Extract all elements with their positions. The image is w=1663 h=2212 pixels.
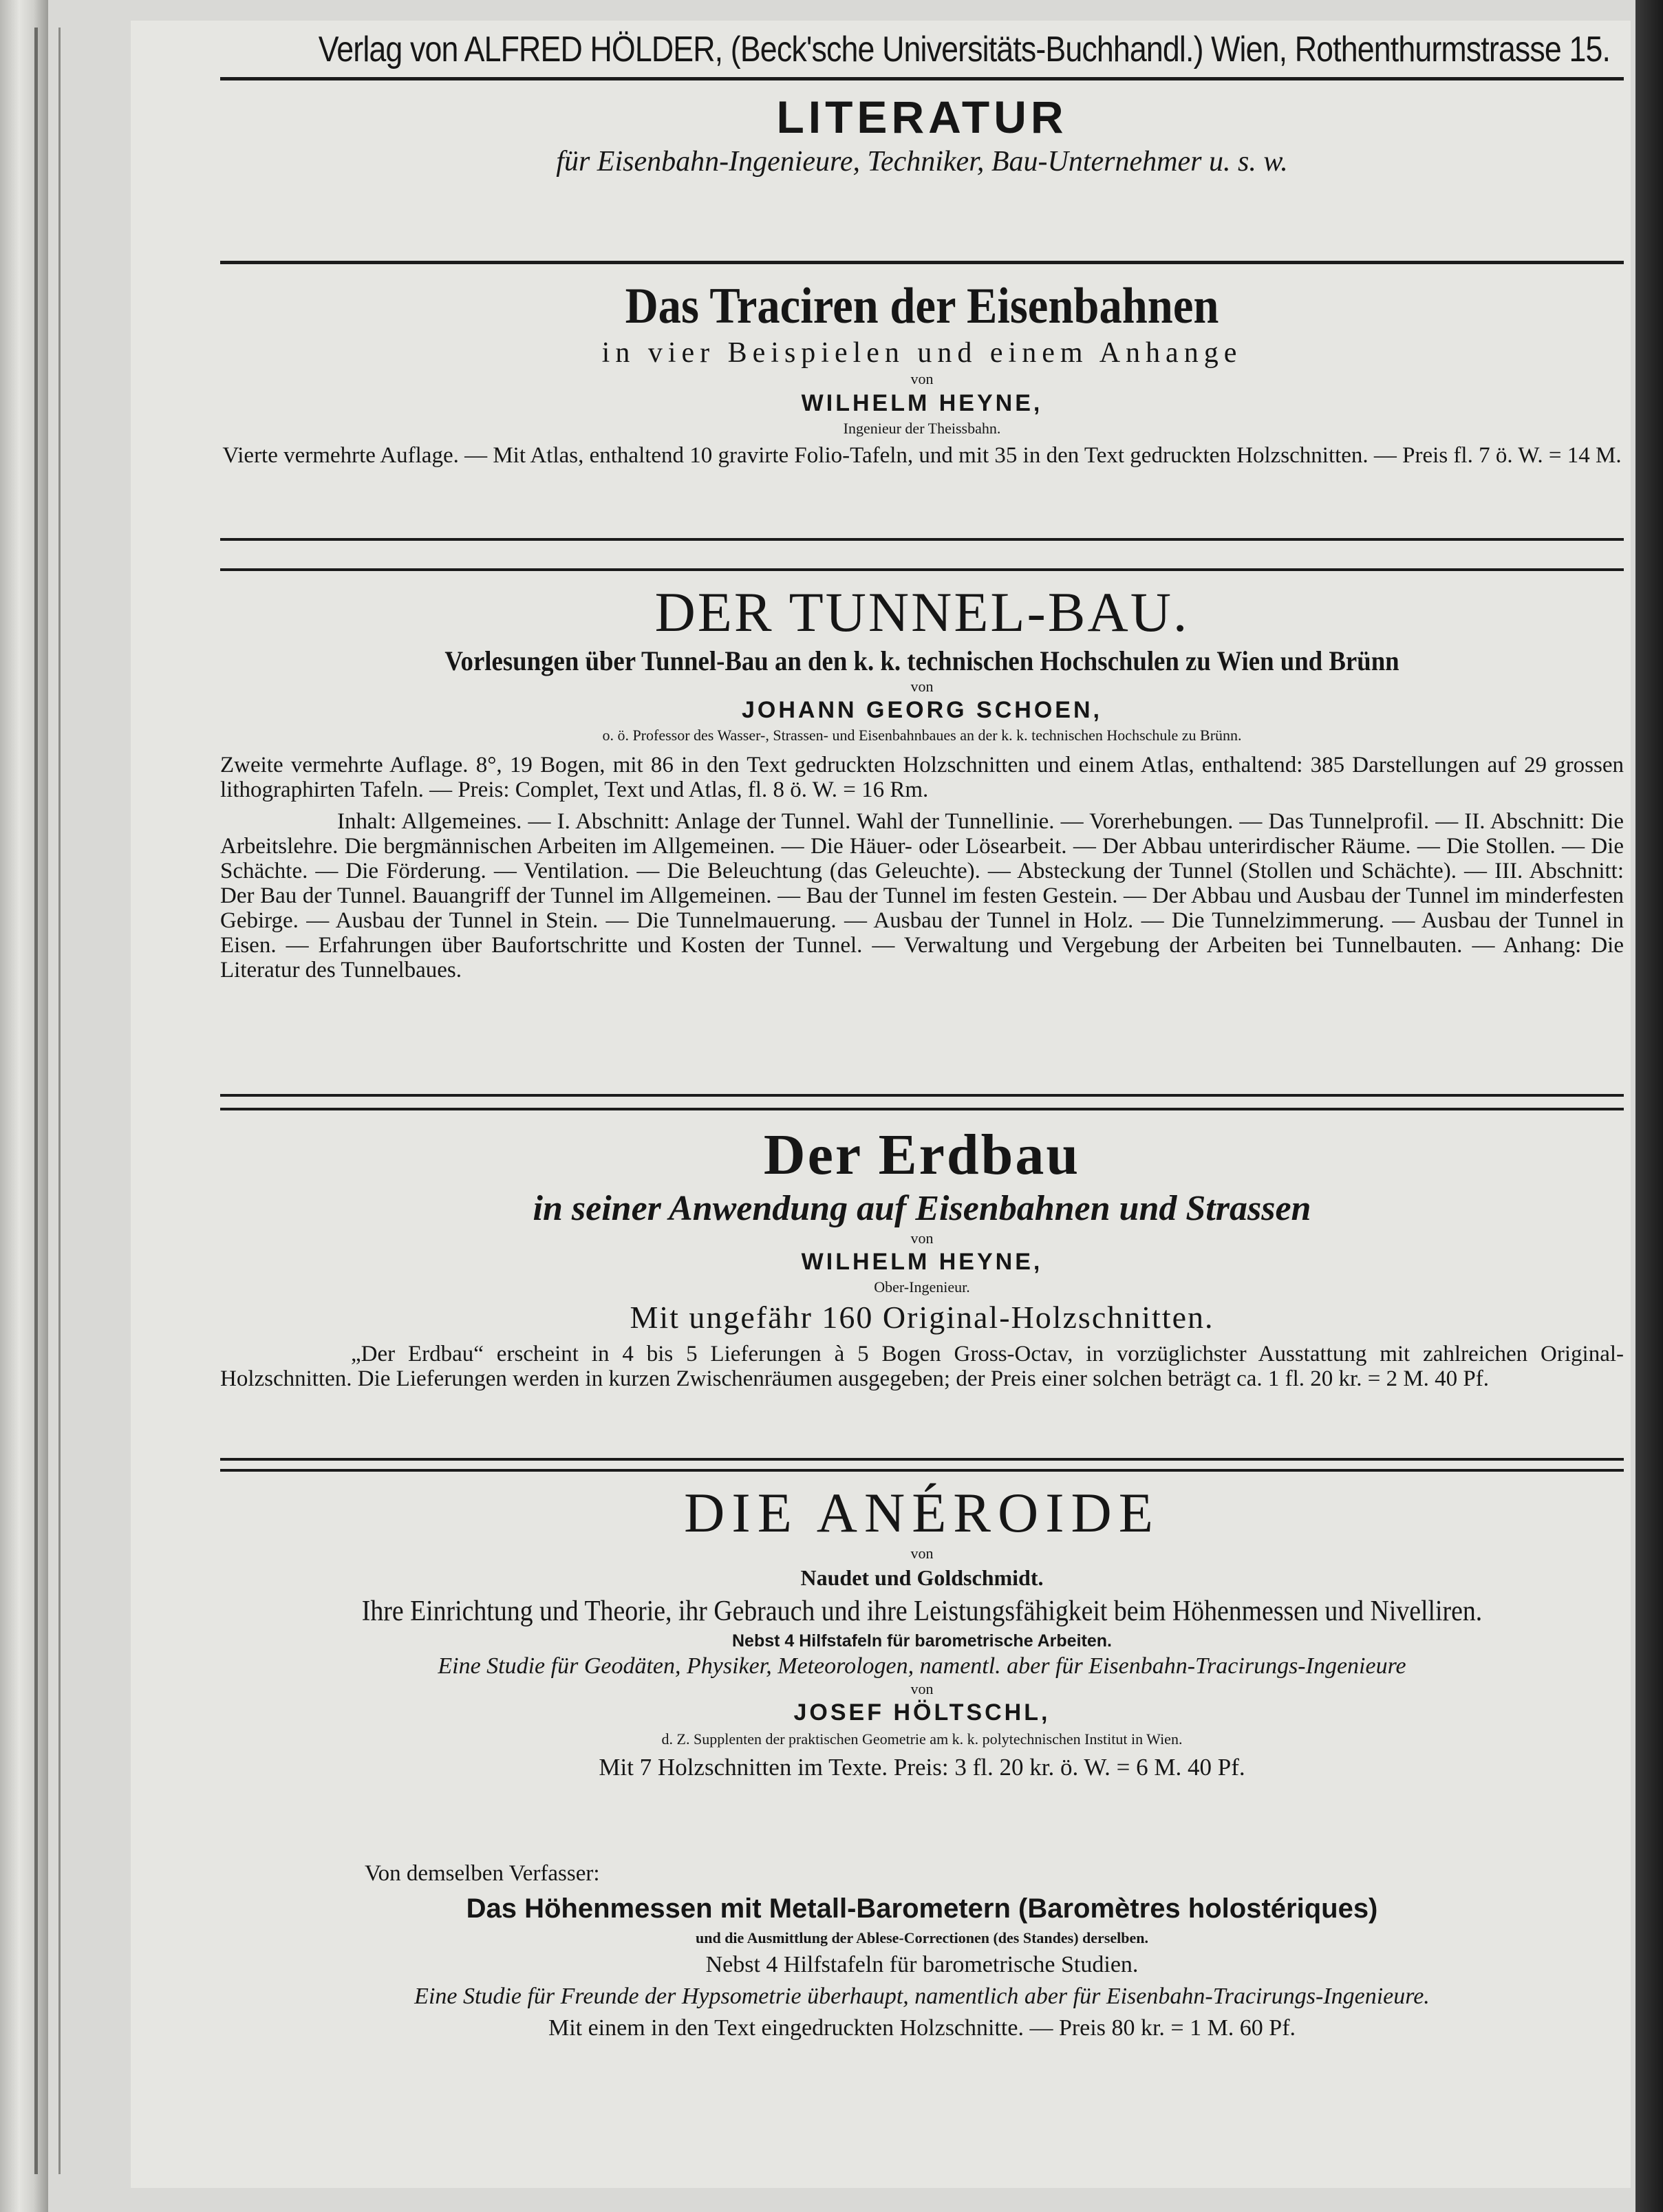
binding-shadow — [1635, 0, 1663, 2212]
book-subtitle: und die Ausmittlung der Ablese-Correctionen (des Standes) derselben. — [695, 1929, 1148, 1946]
book-subtitle: in vier Beispielen und einem Anhange — [601, 337, 1243, 369]
book-traciren — [220, 264, 1624, 538]
book-details: „Der Erdbau“ erscheint in 4 bis 5 Lieferungen à 5 Bogen Gross-Octav, in vorzüglichster Ausstattung mit zahlreichen Original-Holzschnitten. Die Lieferungen werden in kurzen Zwischenräumen ausgegeben; der Preis einer solchen beträgt ca. 1 fl. 20 kr. = 2 M. 40 Pf. — [220, 1342, 1624, 1391]
page-edge-line — [58, 28, 61, 2174]
author-name: JOSEF HÖLTSCHL, — [793, 1699, 1051, 1726]
book-study: Eine Studie für Freunde der Hypsometrie überhaupt, namentlich aber für Eisenbahn-Tracirungs-Ingenieure. — [414, 1984, 1430, 2009]
author-name: WILHELM HEYNE, — [801, 390, 1043, 416]
advertisement-page — [131, 21, 1631, 2188]
book-contents: Inhalt: Allgemeines. — I. Abschnitt: Anlage der Tunnel. Wahl der Tunnellinie. — Vorerhebungen. — Das Tunnelprofil. — II. Abschnitt: Die Arbeitslehre. Die bergmännischen Arbeiten im Allgemeinen. — Die Häuer- oder Lösearbeit. — Der Abbau unterirdischer Räume. — Die Stollen. — Die Schächte. — Die Förderung. — Ventilation. — Die Beleuchtung (das Geleuchte). — Absteckung der Tunnel (Stollen und Schächte). — III. Abschnitt: Der Bau der Tunnel. Bauangriff der Tunnel im Allgemeinen. — Bau der Tunnel im festen Gestein. — Der Abbau und Ausbau der Tunnel im minderfesten Gebirge. — Ausbau der Tunnel in Stein. — Die Tunnelmauerung. — Ausbau der Tunnel in Holz. — Die Tunnelzimmerung. — Ausbau der Tunnel in Eisen. — Erfahrungen über Baufortschritte und Kosten der Tunnel. — Verwaltung und Vergebung der Arbeiten bei Tunnelbauten. — Anhang: Die Literatur des Tunnelbaues. — [220, 809, 1624, 982]
book-supplement: Nebst 4 Hilfstafeln für barometrische Studien. — [705, 1952, 1139, 1977]
book-subtitle: Ihre Einrichtung und Theorie, ihr Gebrauch und ihre Leistungsfähigkeit beim Höhenmessen und Nivelliren. — [361, 1596, 1483, 1627]
author-role: d. Z. Supplenten der praktischen Geometrie am k. k. polytechnischen Institut in Wien. — [661, 1730, 1183, 1748]
author-name: WILHELM HEYNE, — [801, 1249, 1043, 1275]
author-names: Naudet und Goldschmidt. — [800, 1565, 1044, 1590]
book-details: Mit 7 Holzschnitten im Texte. Preis: 3 fl. 20 kr. ö. W. = 6 M. 40 Pf. — [599, 1754, 1245, 1781]
von-label: von — [910, 678, 934, 695]
book-title: Der Erdbau — [763, 1123, 1081, 1187]
intro-section — [220, 80, 1624, 261]
book-title: Das Höhenmessen mit Metall-Barometern (Baromètres holostériques) — [466, 1893, 1378, 1924]
von-label: von — [910, 1545, 934, 1562]
von-label: von — [910, 1680, 934, 1697]
book-hoehenmessen — [220, 1850, 1624, 2044]
book-supplement: Nebst 4 Hilfstafeln für barometrische Arbeiten. — [732, 1631, 1112, 1651]
page-content — [220, 21, 1624, 2044]
book-details: Mit einem in den Text eingedruckten Holzschnitte. — Preis 80 kr. = 1 M. 60 Pf. — [548, 2015, 1296, 2041]
same-author-label: Von demselben Verfasser: — [365, 1861, 600, 1886]
book-aneroide — [220, 1472, 1624, 1850]
author-name: JOHANN GEORG SCHOEN, — [742, 697, 1102, 723]
author-role: Ober-Ingenieur. — [874, 1278, 970, 1296]
author-role: Ingenieur der Theissbahn. — [843, 420, 1001, 437]
book-subtitle: Vorlesungen über Tunnel-Bau an den k. k. technischen Hochschulen zu Wien und Brünn — [444, 645, 1399, 676]
author-role: o. ö. Professor des Wasser-, Strassen- und Eisenbahnbaues an der k. k. technischen Hochschule zu Brünn. — [602, 727, 1242, 744]
book-title: DER TUNNEL-BAU. — [654, 581, 1190, 643]
book-title: DIE ANÉROIDE — [684, 1481, 1160, 1544]
literature-heading: LITERATUR — [776, 92, 1068, 142]
von-label: von — [910, 1230, 934, 1247]
literature-subtitle: für Eisenbahn-Ingenieure, Techniker, Bau-Unternehmer u. s. w. — [556, 146, 1288, 178]
book-details: Vierte vermehrte Auflage. — Mit Atlas, enthaltend 10 gravirte Folio-Tafeln, und mit 35 in den Text gedruckten Holzschnitten. — Preis fl. 7 ö. W. = 14 M. — [222, 443, 1622, 468]
book-subtitle: in seiner Anwendung auf Eisenbahnen und Strassen — [533, 1189, 1311, 1228]
book-details: Zweite vermehrte Auflage. 8°, 19 Bogen, mit 86 in den Text gedruckten Holzschnitten und einem Atlas, enthaltend: 385 Darstellungen auf 29 grossen lithographirten Tafeln. — Preis: Complet, Text und Atlas, fl. 8 ö. W. = 16 Rm. — [220, 753, 1624, 802]
book-study: Eine Studie für Geodäten, Physiker, Meteorologen, namentl. aber für Eisenbahn-Tracirungs-Ingenieure — [438, 1653, 1406, 1679]
book-feature: Mit ungefähr 160 Original-Holzschnitten. — [630, 1300, 1214, 1335]
book-title: Das Traciren der Eisenbahnen — [625, 278, 1219, 334]
page-stack-edge — [0, 0, 48, 2212]
publisher-line: Verlag von ALFRED HÖLDER, (Beck'sche Universitäts-Buchhandl.) Wien, Rothenthurmstrasse 15. — [318, 30, 1611, 69]
page-edge-line — [34, 28, 38, 2174]
book-tunnel-bau — [220, 571, 1624, 1094]
book-erdbau — [220, 1110, 1624, 1458]
von-label: von — [910, 370, 934, 387]
